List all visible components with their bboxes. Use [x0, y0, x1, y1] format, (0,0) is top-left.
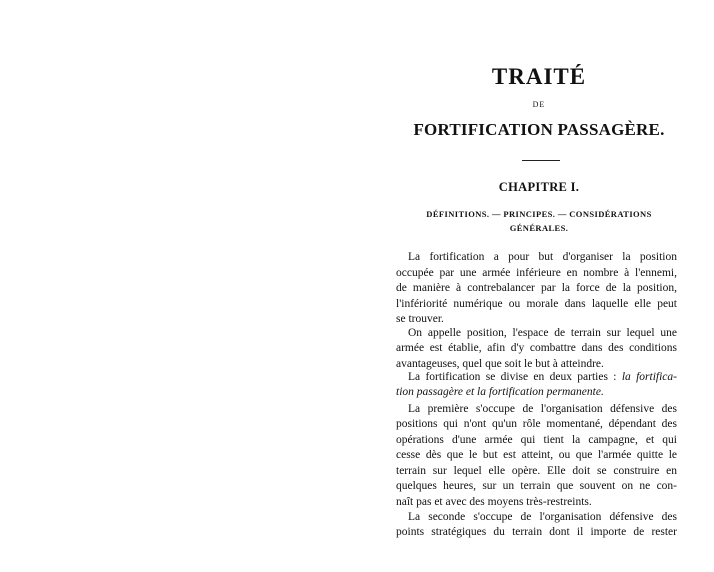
text-line	[396, 370, 677, 385]
book-subtitle: FORTIFICATION PASSAGÈRE.	[413, 120, 665, 139]
chapter-heading: CHAPITRE I.	[498, 180, 580, 194]
text-line: se trouver.	[396, 313, 444, 325]
text-line: quelques heures, sur un terrain que souvent on ne con-	[396, 480, 677, 492]
text-line: l'infériorité numérique ou morale dans laquelle elle peut	[396, 298, 677, 310]
text-line: positions qui n'ont qu'un rôle momentané, dépendant des	[396, 418, 677, 430]
text-line: points stratégiques du terrain dont il importe de rester	[396, 526, 677, 538]
title-connector: DE	[532, 100, 546, 109]
section-heading-line-1: DÉFINITIONS. — PRINCIPES. — CONSIDÉRATIONS	[426, 209, 652, 219]
text-line: occupée par une armée inférieure en nombre à l'ennemi,	[396, 267, 677, 279]
text-line: armée est établie, afin d'y combattre dans des conditions	[396, 342, 677, 354]
text-line: de manière à contrebalancer par la force de la position,	[396, 282, 677, 294]
book-title: TRAITÉ	[491, 64, 587, 89]
text-line: On appelle position, l'espace de terrain sur lequel une	[408, 327, 677, 339]
title-divider	[522, 160, 560, 161]
text-line: terrain sur lequel elle opère. Elle doit se construire en	[396, 465, 677, 477]
text-line: La fortification a pour but d'organiser la position	[408, 251, 677, 263]
italic-term: la fortifica-	[621, 371, 677, 383]
text-line: avantageuses, quel que soit le but à atteindre.	[396, 358, 604, 370]
text-line: La première s'occupe de l'organisation défensive des	[408, 403, 677, 415]
text-line: opérations d'une armée qui tient la campagne, et qui	[396, 434, 677, 446]
text-line: naît pas et avec des moyens très-restreints.	[396, 496, 592, 508]
text-fragment: La fortification se divise en deux parties :	[408, 371, 617, 383]
text-line: tion passagère et la fortification permanente.	[396, 386, 604, 398]
text-line: cesse dès que le but est atteint, ou que l'armée quitte le	[396, 449, 677, 461]
section-heading-line-2: GÉNÉRALES.	[509, 223, 569, 233]
text-line: La seconde s'occupe de l'organisation défensive des	[408, 511, 677, 523]
